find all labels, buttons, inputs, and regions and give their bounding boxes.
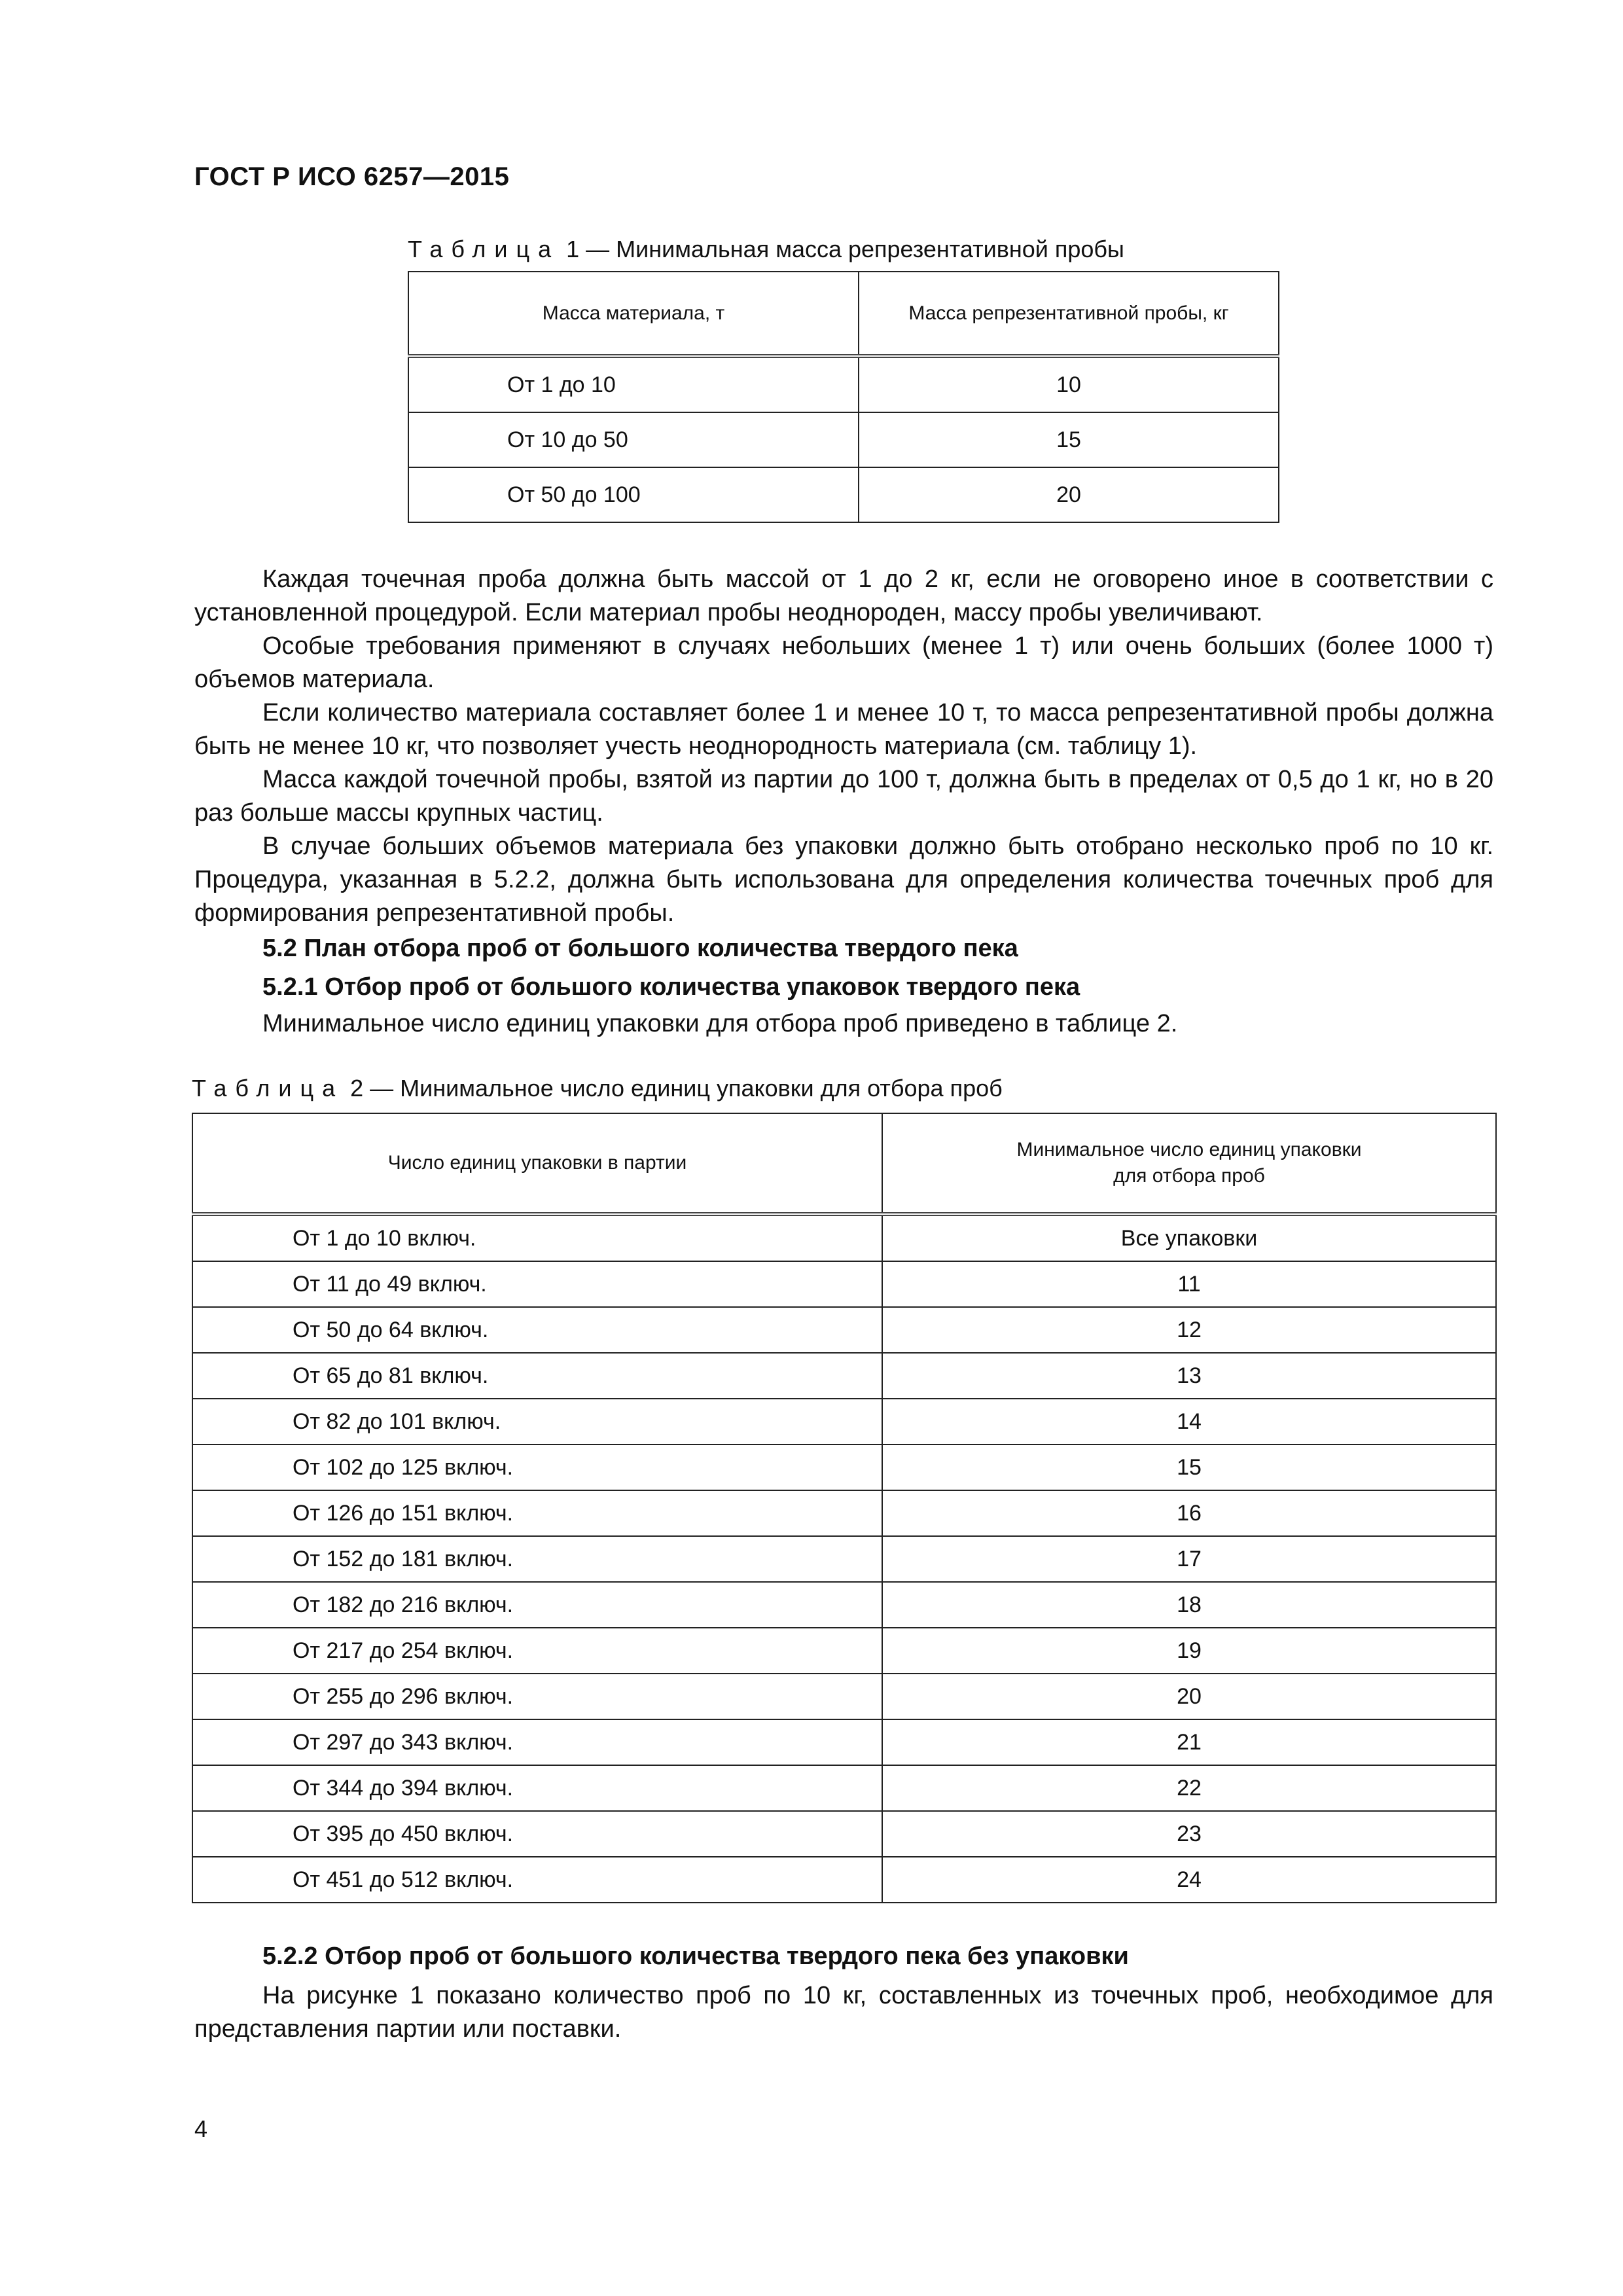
table-row xyxy=(192,1307,1496,1353)
table2-cell-min-units: 20 xyxy=(882,1674,1496,1719)
table2-cell-packages: От 182 до 216 включ. xyxy=(192,1582,882,1628)
body-text xyxy=(194,563,1493,930)
table2-cell-packages: От 1 до 10 включ. xyxy=(192,1214,882,1261)
paragraph: На рисунке 1 показано количество проб по 10 кг, составленных из точечных проб, необходимое для представления партии или поставки. xyxy=(194,1982,1493,2043)
table2-caption xyxy=(192,1075,1003,1102)
table1-cell-sample: 10 xyxy=(859,356,1279,412)
table2-cell-min-units: 23 xyxy=(882,1811,1496,1857)
table2-cell-packages: От 297 до 343 включ. xyxy=(192,1719,882,1765)
table2-cell-min-units: 18 xyxy=(882,1582,1496,1628)
table1-caption xyxy=(408,236,1124,263)
section-5-2-1-text: Минимальное число единиц упаковки для отбора проб приведено в таблице 2. xyxy=(262,1010,1178,1037)
table2-body xyxy=(192,1214,1496,1903)
table-row xyxy=(192,1353,1496,1399)
table-row xyxy=(192,1719,1496,1765)
table2-cell-packages: От 152 до 181 включ. xyxy=(192,1536,882,1582)
table2-cell-min-units: 22 xyxy=(882,1765,1496,1811)
table2-cell-min-units: 15 xyxy=(882,1444,1496,1490)
section-heading-5-2-1: 5.2.1 Отбор проб от большого количества упаковок твердого пека xyxy=(262,973,1080,1001)
paragraph: Масса каждой точечной пробы, взятой из партии до 100 т, должна быть в пределах от 0,5 до 1 кг, но в 20 раз больше массы крупных частиц. xyxy=(194,766,1493,827)
table-row xyxy=(192,1765,1496,1811)
table2-cell-min-units: 24 xyxy=(882,1857,1496,1903)
table-row xyxy=(192,1811,1496,1857)
table1-header-cell: Масса репрезентативной пробы, кг xyxy=(859,272,1279,356)
table-row xyxy=(192,1628,1496,1674)
table2-cell-packages: От 102 до 125 включ. xyxy=(192,1444,882,1490)
table2-cell-packages: От 255 до 296 включ. xyxy=(192,1674,882,1719)
table1-header-row xyxy=(408,272,1279,356)
table2-cell-min-units: 16 xyxy=(882,1490,1496,1536)
table2-cell-packages: От 395 до 450 включ. xyxy=(192,1811,882,1857)
table2-cell-packages: От 82 до 101 включ. xyxy=(192,1399,882,1444)
table1-cell-mass: От 1 до 10 xyxy=(408,356,859,412)
table-row xyxy=(192,1536,1496,1582)
table2-cell-min-units: 11 xyxy=(882,1261,1496,1307)
document-header: ГОСТ Р ИСО 6257—2015 xyxy=(194,162,510,191)
table2-header-cell xyxy=(882,1113,1496,1214)
section-5-2-2-body xyxy=(194,1979,1493,2046)
table-row xyxy=(192,1214,1496,1261)
page-number: 4 xyxy=(194,2115,208,2142)
table2-header-cell: Число единиц упаковки в партии xyxy=(192,1113,882,1214)
table-row xyxy=(408,356,1279,412)
table1-caption-word: Таблица xyxy=(408,236,560,262)
table2-cell-min-units: 21 xyxy=(882,1719,1496,1765)
table1-cell-sample: 15 xyxy=(859,412,1279,467)
table2-cell-min-units: 12 xyxy=(882,1307,1496,1353)
table-row xyxy=(192,1444,1496,1490)
table2-cell-packages: От 11 до 49 включ. xyxy=(192,1261,882,1307)
table-row xyxy=(408,412,1279,467)
table1-cell-mass: От 50 до 100 xyxy=(408,467,859,522)
table2-cell-min-units: Все упаковки xyxy=(882,1214,1496,1261)
table-row xyxy=(192,1490,1496,1536)
table2-cell-min-units: 17 xyxy=(882,1536,1496,1582)
table1-cell-sample: 20 xyxy=(859,467,1279,522)
table-row xyxy=(192,1261,1496,1307)
table-row xyxy=(408,467,1279,522)
section-heading-5-2-2: 5.2.2 Отбор проб от большого количества твердого пека без упаковки xyxy=(262,1943,1129,1970)
table-row xyxy=(192,1582,1496,1628)
table2-cell-packages: От 126 до 151 включ. xyxy=(192,1490,882,1536)
table2 xyxy=(192,1113,1497,1903)
table2-cell-packages: От 217 до 254 включ. xyxy=(192,1628,882,1674)
table2-cell-min-units: 14 xyxy=(882,1399,1496,1444)
table1-header-cell: Масса материала, т xyxy=(408,272,859,356)
table2-cell-packages: От 451 до 512 включ. xyxy=(192,1857,882,1903)
table2-cell-packages: От 344 до 394 включ. xyxy=(192,1765,882,1811)
table2-caption-text: 2 — Минимальное число единиц упаковки для отбора проб xyxy=(344,1075,1003,1102)
table2-cell-min-units: 13 xyxy=(882,1353,1496,1399)
table2-cell-min-units: 19 xyxy=(882,1628,1496,1674)
table2-cell-packages: От 65 до 81 включ. xyxy=(192,1353,882,1399)
table1 xyxy=(408,271,1279,523)
table2-cell-packages: От 50 до 64 включ. xyxy=(192,1307,882,1353)
paragraph: Особые требования применяют в случаях небольших (менее 1 т) или очень больших (более 1000 т) объемов материала. xyxy=(194,632,1493,693)
table2-header-line: Минимальное число единиц упаковки xyxy=(1016,1139,1362,1160)
table2-caption-word: Таблица xyxy=(192,1075,344,1102)
table2-header-line: для отбора проб xyxy=(1113,1165,1265,1187)
paragraph: Если количество материала составляет более 1 и менее 10 т, то масса репрезентативной пробы должна быть не менее 10 кг, что позволяет учесть неоднородность материала (см. таблицу 1). xyxy=(194,699,1493,760)
table-row xyxy=(192,1399,1496,1444)
table1-cell-mass: От 10 до 50 xyxy=(408,412,859,467)
table1-caption-text: 1 — Минимальная масса репрезентативной пробы xyxy=(560,236,1124,262)
paragraph: Каждая точечная проба должна быть массой от 1 до 2 кг, если не оговорено иное в соответствии с установленной процедурой. Если материал пробы неоднороден, массу пробы увеличивают. xyxy=(194,565,1493,626)
section-heading-5-2: 5.2 План отбора проб от большого количества твердого пека xyxy=(262,935,1018,962)
table2-header-row xyxy=(192,1113,1496,1214)
table-row xyxy=(192,1674,1496,1719)
paragraph: В случае больших объемов материала без упаковки должно быть отобрано несколько проб по 10 кг. Процедура, указанная в 5.2.2, должна быть использована для определения количества точечных проб для формирования репрезентативной пробы. xyxy=(194,833,1493,927)
table-row xyxy=(192,1857,1496,1903)
